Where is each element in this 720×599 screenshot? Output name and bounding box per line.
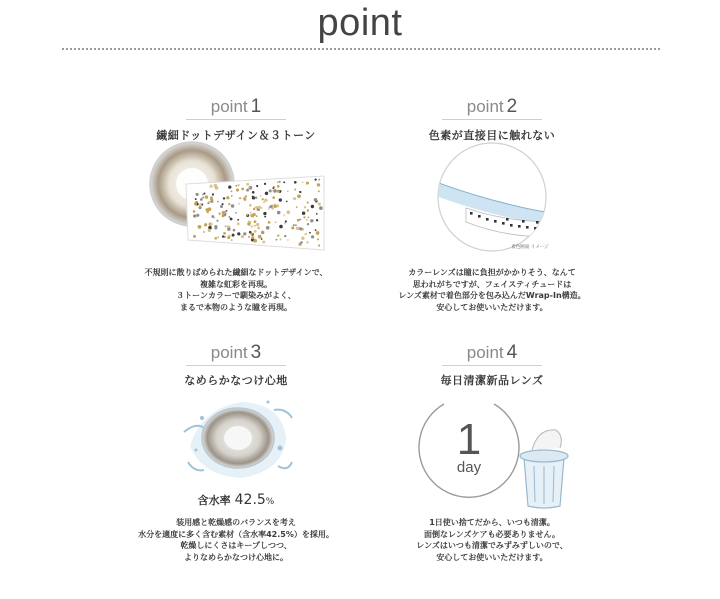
pattern-dot: [265, 192, 268, 195]
pattern-dot: [239, 197, 241, 199]
pattern-dot: [225, 225, 227, 227]
pattern-dot: [254, 230, 257, 233]
pattern-dot: [277, 235, 279, 237]
desc-line: よりなめらかなつけ心地に。: [184, 552, 288, 562]
pattern-dot: [318, 190, 320, 192]
pattern-dot: [310, 219, 313, 222]
pattern-dot: [196, 214, 199, 217]
pattern-dot: [287, 239, 289, 241]
pattern-dot: [262, 232, 264, 234]
pattern-dot: [293, 224, 295, 226]
pattern-dot: [226, 196, 229, 199]
water-splash-lens-illustration: [182, 388, 294, 484]
pattern-dot: [302, 181, 304, 183]
pigment-dot: [510, 224, 513, 227]
pattern-dot: [268, 221, 271, 224]
point-number: 2: [506, 96, 518, 117]
desc-line: 安心してお使いいただけます。: [436, 552, 548, 562]
pattern-dot: [194, 202, 197, 205]
pattern-dot: [271, 207, 274, 210]
pattern-dot: [238, 203, 240, 205]
pattern-dot: [262, 198, 264, 200]
pattern-dot: [248, 186, 250, 188]
pattern-dot: [272, 187, 274, 189]
point-description: [86, 267, 386, 313]
pattern-dot: [308, 217, 310, 219]
point-underline: [186, 119, 286, 120]
one-day-unit: day: [456, 459, 482, 476]
pattern-dot: [250, 232, 253, 235]
pigment-dot: [522, 220, 525, 223]
pattern-dot: [276, 239, 278, 241]
pattern-dot: [316, 213, 318, 215]
pattern-dot: [279, 181, 281, 183]
point-number: 4: [506, 342, 518, 363]
pattern-dot: [307, 223, 309, 225]
pattern-dot: [216, 220, 218, 222]
pattern-dot: [279, 198, 282, 201]
pattern-dot: [209, 185, 212, 188]
title-divider: [62, 48, 660, 50]
pattern-dot: [258, 235, 262, 239]
pattern-dot: [318, 202, 321, 205]
pattern-dot: [304, 233, 306, 235]
desc-line: 不規則に散りばめられた繊細なドットデザインで、: [144, 268, 328, 277]
pattern-dot: [217, 236, 219, 238]
pattern-dot: [306, 182, 309, 185]
pattern-dot: [280, 238, 282, 240]
desc-line: 複雑な虹彩を再現。: [200, 279, 272, 289]
pattern-dot: [315, 229, 317, 231]
pattern-dot: [213, 216, 215, 218]
pattern-dot: [247, 222, 250, 225]
pattern-dot: [314, 178, 316, 180]
pattern-dot: [271, 205, 273, 207]
pattern-dot: [241, 235, 244, 238]
pattern-dot: [286, 201, 288, 203]
pattern-dot: [309, 232, 311, 234]
pattern-dot: [256, 223, 259, 226]
pattern-dot: [296, 226, 300, 230]
point-subtitle: 繊細ドットデザイン＆３トーン: [156, 129, 316, 142]
pigment-dot: [542, 227, 545, 230]
page-title: point: [317, 2, 403, 44]
pattern-dot: [283, 181, 285, 183]
pattern-dot: [284, 235, 286, 237]
pattern-dot: [264, 183, 266, 185]
pattern-dot: [202, 194, 204, 196]
pattern-dot: [263, 201, 265, 203]
point-description: [342, 517, 642, 563]
pattern-dot: [266, 226, 270, 230]
pattern-dot: [208, 201, 211, 204]
pattern-dot: [233, 229, 236, 232]
pattern-dot: [198, 225, 202, 229]
desc-line: 面倒なレンズケアも必要ありません。: [423, 529, 561, 539]
one-day-illustration: [414, 396, 582, 512]
pattern-dot: [223, 232, 226, 235]
pigment-dot: [494, 220, 497, 223]
pattern-dot: [203, 231, 205, 233]
pattern-dot: [205, 195, 208, 198]
pattern-dot: [317, 183, 320, 186]
point-subtitle: 色素が直接目に触れない: [428, 129, 556, 142]
used-lens: [532, 430, 561, 450]
pattern-dot: [253, 213, 256, 216]
point-heading: [342, 96, 642, 118]
point-subtitle: なめらかなつけ心地: [184, 374, 288, 387]
pattern-dot: [258, 206, 261, 209]
pattern-dot: [238, 184, 240, 186]
pattern-dot: [231, 190, 233, 192]
pattern-dot: [237, 232, 240, 235]
pattern-dot: [272, 196, 275, 199]
point-number: 1: [250, 96, 262, 117]
pattern-dot: [311, 235, 314, 238]
pattern-dot: [246, 214, 248, 216]
desc-line: 思われがちですが、フェイスティチュードは: [412, 279, 572, 289]
pattern-dot: [228, 237, 231, 240]
pattern-dot: [254, 225, 256, 227]
pattern-dot: [196, 193, 199, 196]
point-number: 3: [250, 342, 262, 363]
pattern-dot: [249, 204, 252, 207]
desc-line: カラーレンズは瞳に負担がかかりそう、なんて: [408, 268, 576, 277]
pattern-dot: [306, 219, 308, 221]
pattern-dot: [235, 212, 237, 214]
pattern-dot: [301, 237, 304, 240]
pattern-dot: [195, 198, 197, 200]
pattern-dot: [200, 198, 203, 201]
pigment-dot: [536, 221, 539, 224]
pattern-dot: [277, 190, 280, 193]
pattern-dot: [299, 227, 302, 230]
pattern-dot: [260, 195, 262, 197]
pattern-dot: [297, 194, 301, 198]
pattern-dot: [297, 219, 300, 222]
desc-line: 安心してお使いいただけます。: [436, 302, 548, 312]
pigment-dot: [478, 215, 481, 218]
pattern-dot: [236, 188, 239, 191]
pattern-dot: [217, 201, 219, 203]
point-label: point: [210, 343, 248, 362]
desc-line: 1日使い捨てだから、いつも清潔。: [429, 518, 555, 527]
pattern-dot: [251, 236, 254, 239]
point-heading: [342, 342, 642, 364]
pigment-dot: [486, 218, 489, 221]
wrap-in-structure-illustration: [436, 142, 556, 252]
pattern-dot: [250, 214, 252, 216]
pattern-dot: [228, 203, 230, 205]
pattern-dot: [223, 197, 225, 199]
pattern-dot: [302, 212, 305, 215]
pattern-dot: [273, 205, 276, 208]
pattern-dot: [296, 206, 298, 208]
stat-label: 含水率: [197, 494, 231, 507]
pattern-dot: [193, 210, 196, 213]
desc-line: レンズ素材で着色部分を包み込んだWrap-In構造。: [398, 291, 586, 300]
pattern-dot: [215, 237, 218, 240]
pattern-dot: [222, 211, 226, 215]
pattern-dot: [214, 225, 217, 228]
pattern-dot: [277, 185, 280, 188]
pattern-dot: [255, 197, 257, 199]
pigment-dot: [518, 225, 521, 228]
pattern-dot: [246, 189, 249, 192]
pattern-dot: [299, 219, 301, 221]
image-caption: 着色断面 イメージ: [511, 245, 549, 250]
pattern-dot: [251, 225, 253, 227]
point-label: point: [466, 343, 504, 362]
pattern-dot: [228, 216, 230, 218]
water-content-stat: [86, 492, 386, 508]
pigment-dot: [502, 222, 505, 225]
pattern-dot: [246, 183, 249, 186]
pattern-dot: [263, 212, 266, 215]
pattern-dot: [208, 229, 211, 232]
pattern-dot: [193, 235, 196, 238]
pattern-dot: [248, 236, 250, 238]
pattern-dot: [319, 206, 323, 210]
pattern-dot: [318, 179, 320, 181]
pattern-dot: [193, 214, 196, 217]
stat-value: 42.5: [234, 492, 266, 508]
pattern-dot: [279, 225, 283, 229]
pattern-dot: [294, 181, 297, 184]
pattern-dot: [202, 197, 204, 199]
pattern-dot: [222, 203, 224, 205]
pattern-dot: [261, 238, 263, 240]
pattern-dot: [256, 215, 258, 217]
pattern-dot: [295, 224, 297, 226]
desc-line: ３トーンカラーで馴染みがよく、: [176, 291, 296, 300]
pattern-dot: [257, 226, 260, 229]
pattern-dot: [214, 184, 217, 187]
point-label: point: [466, 97, 504, 116]
pattern-dot: [268, 208, 270, 210]
point-subtitle: 毎日清潔新品レンズ: [440, 374, 544, 387]
point-description: [342, 267, 642, 313]
pattern-dot: [299, 191, 301, 193]
stat-unit: %: [265, 497, 275, 507]
pattern-dot: [253, 208, 255, 210]
pattern-dot: [316, 219, 318, 221]
pattern-dot: [256, 185, 258, 187]
pigment-dot: [506, 218, 509, 221]
pattern-dot: [227, 228, 230, 231]
pattern-dot: [294, 189, 296, 191]
dot-design-illustration: [148, 140, 328, 258]
pattern-dot: [252, 191, 255, 194]
pattern-dot: [254, 220, 257, 223]
pattern-dot: [231, 239, 233, 241]
pattern-dot: [255, 206, 258, 209]
pattern-dot: [311, 205, 314, 208]
pattern-dot: [264, 216, 266, 218]
desc-line: 水分を適度に多く含む素材（含水率42.5%）を採用。: [138, 529, 334, 539]
point-underline: [186, 365, 286, 366]
pattern-dot: [300, 241, 302, 243]
pattern-dot: [286, 210, 290, 214]
pattern-dot: [262, 241, 265, 244]
pattern-dot: [250, 212, 252, 214]
pattern-dot: [291, 226, 294, 229]
pattern-dot: [222, 235, 224, 237]
pattern-dot: [272, 190, 274, 192]
pigment-dot: [526, 226, 529, 229]
pattern-dot: [316, 231, 320, 235]
point-underline: [442, 365, 542, 366]
pattern-dot: [284, 223, 286, 225]
pattern-dot: [210, 198, 213, 201]
desc-line: まるで本物のような瞳を再現。: [180, 302, 292, 312]
pattern-dot: [199, 206, 202, 209]
point-underline: [442, 119, 542, 120]
pattern-dot: [199, 203, 201, 205]
pattern-dot: [293, 197, 296, 200]
point-heading: [86, 342, 386, 364]
pattern-dot: [245, 195, 247, 197]
desc-line: 乾燥しにくさはキープしつつ、: [180, 541, 292, 550]
pattern-dot: [218, 213, 220, 215]
pattern-dot: [277, 181, 279, 183]
pattern-dot: [252, 196, 254, 198]
pattern-dot: [253, 239, 257, 243]
pattern-dot: [232, 234, 235, 237]
pattern-dot: [307, 202, 309, 204]
pattern-dot: [283, 214, 285, 216]
pattern-dot: [228, 185, 231, 188]
pattern-dot: [306, 241, 308, 243]
pattern-dot: [285, 220, 287, 222]
pattern-dot: [212, 193, 214, 195]
desc-line: レンズはいつも清潔でみずみずしいので、: [416, 541, 568, 550]
pattern-dot: [269, 189, 272, 192]
pattern-dot: [304, 206, 306, 208]
pattern-dot: [314, 198, 318, 202]
pattern-dot: [287, 190, 289, 192]
pattern-dot: [206, 208, 209, 211]
pattern-dot: [264, 199, 267, 202]
pattern-dot: [204, 223, 207, 226]
pattern-dot: [231, 195, 233, 197]
pattern-dot: [303, 216, 305, 218]
pattern-dot: [274, 221, 276, 223]
pattern-dot: [220, 205, 223, 208]
pattern-dot: [277, 211, 281, 215]
pattern-dot: [210, 223, 213, 226]
pattern-dot: [231, 204, 235, 208]
pattern-dot: [241, 188, 244, 191]
pattern-dot: [237, 219, 239, 221]
pattern-dot: [237, 222, 240, 225]
pattern-dot: [230, 218, 233, 221]
pattern-dot: [318, 244, 320, 246]
trash-can-icon: [520, 430, 568, 508]
pattern-dot: [243, 198, 246, 201]
one-day-number: 1: [456, 415, 482, 464]
point-label: point: [210, 97, 248, 116]
point-description: [86, 517, 386, 563]
pattern-dot: [235, 185, 237, 187]
pigment-dot: [470, 212, 473, 215]
pattern-dot: [307, 209, 309, 211]
desc-line: 装用感と乾燥感のバランスを考え: [176, 518, 296, 527]
pattern-dot: [317, 238, 319, 240]
pattern-dot: [243, 232, 246, 235]
point-heading: [86, 96, 386, 118]
